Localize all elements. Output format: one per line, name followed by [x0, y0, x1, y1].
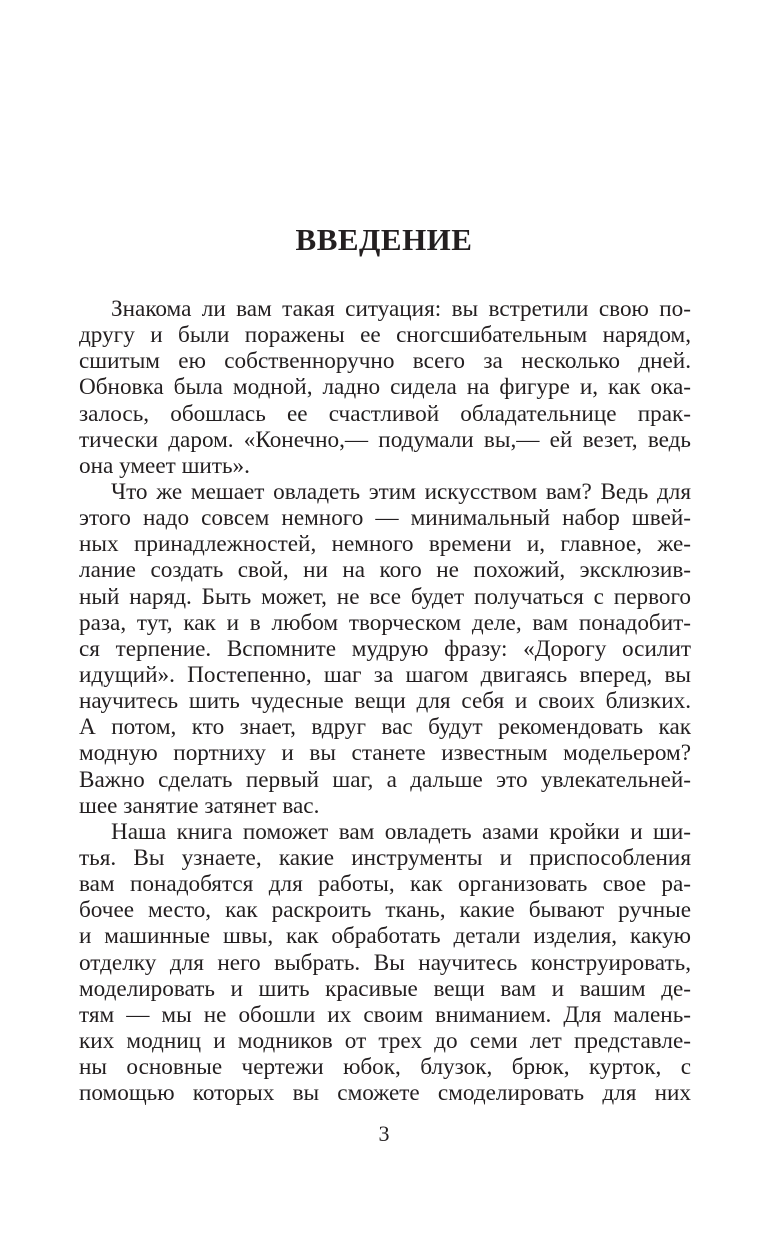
text-line: тья. Вы узнаете, какие инструменты и приспособления: [79, 844, 691, 871]
text-line: помощью которых вы сможете смоделировать для них: [79, 1080, 691, 1107]
text-line: лание создать свой, ни на кого не похожий, эксклюзив-: [79, 557, 691, 584]
text-line: тям — мы не обошли их своим вниманием. Для малень-: [79, 1001, 691, 1028]
text-line: моделировать и шить красивые вещи вам и вашим де-: [79, 975, 691, 1002]
text-line: Наша книга поможет вам овладеть азами кройки и ши-: [111, 818, 691, 845]
text-line: и машинные швы, как обработать детали изделия, какую: [79, 923, 691, 950]
page-number: 3: [378, 1121, 390, 1146]
text-line: бочее место, как раскроить ткань, какие бывают ручные: [79, 897, 691, 924]
text-line: другу и были поражены ее сногсшибательным нарядом,: [79, 322, 691, 349]
text-line: тически даром. «Конечно,— подумали вы,— ей везет, ведь: [79, 426, 691, 453]
text-line: ный наряд. Быть может, не все будет получаться с первого: [79, 583, 691, 610]
text-line: отделку для него выбрать. Вы научитесь конструировать,: [79, 949, 691, 976]
text-line: она умеет шить».: [79, 452, 250, 479]
text-line: Что же мешает овладеть этим искусством вам? Ведь для: [111, 478, 691, 505]
paragraph-3: [79, 819, 691, 1107]
text-line: ных принадлежностей, немного времени и, главное, же-: [79, 531, 691, 558]
chapter-title: ВВЕДЕНИЕ: [295, 221, 473, 257]
text-line: сшитым ею собственноручно всего за несколько дней.: [79, 348, 691, 375]
text-line: научитесь шить чудесные вещи для себя и своих близких.: [79, 688, 691, 715]
text-line: этого надо совсем немного — минимальный набор швей-: [79, 505, 691, 532]
text-line: залось, обошлась ее счастливой обладательнице прак-: [79, 400, 691, 427]
text-line: Знакома ли вам такая ситуация: вы встретили свою по-: [111, 296, 691, 322]
paragraph-1: [79, 296, 691, 479]
text-line: раза, тут, как и в любом творческом деле, вам понадобит-: [79, 609, 691, 636]
text-line: ны основные чертежи юбок, блузок, брюк, курток, с: [79, 1054, 691, 1081]
paragraph-2: [79, 479, 691, 819]
text-line: ся терпение. Вспомните мудрую фразу: «Дорогу осилит: [79, 635, 691, 662]
body-text: [79, 296, 691, 1106]
text-line: идущий». Постепенно, шаг за шагом двигаясь вперед, вы: [79, 661, 691, 688]
text-line: шее занятие затянет вас.: [79, 792, 320, 819]
text-line: Обновка была модной, ладно сидела на фигуре и, как ока-: [79, 374, 691, 401]
text-line: модную портниху и вы станете известным модельером?: [79, 740, 691, 767]
text-line: Важно сделать первый шаг, а дальше это увлекательней-: [79, 766, 691, 793]
text-line: вам понадобятся для работы, как организовать свое ра-: [79, 871, 691, 898]
text-line: А потом, кто знает, вдруг вас будут рекомендовать как: [79, 714, 691, 741]
text-line: ких модниц и модников от трех до семи лет представле-: [79, 1027, 691, 1054]
